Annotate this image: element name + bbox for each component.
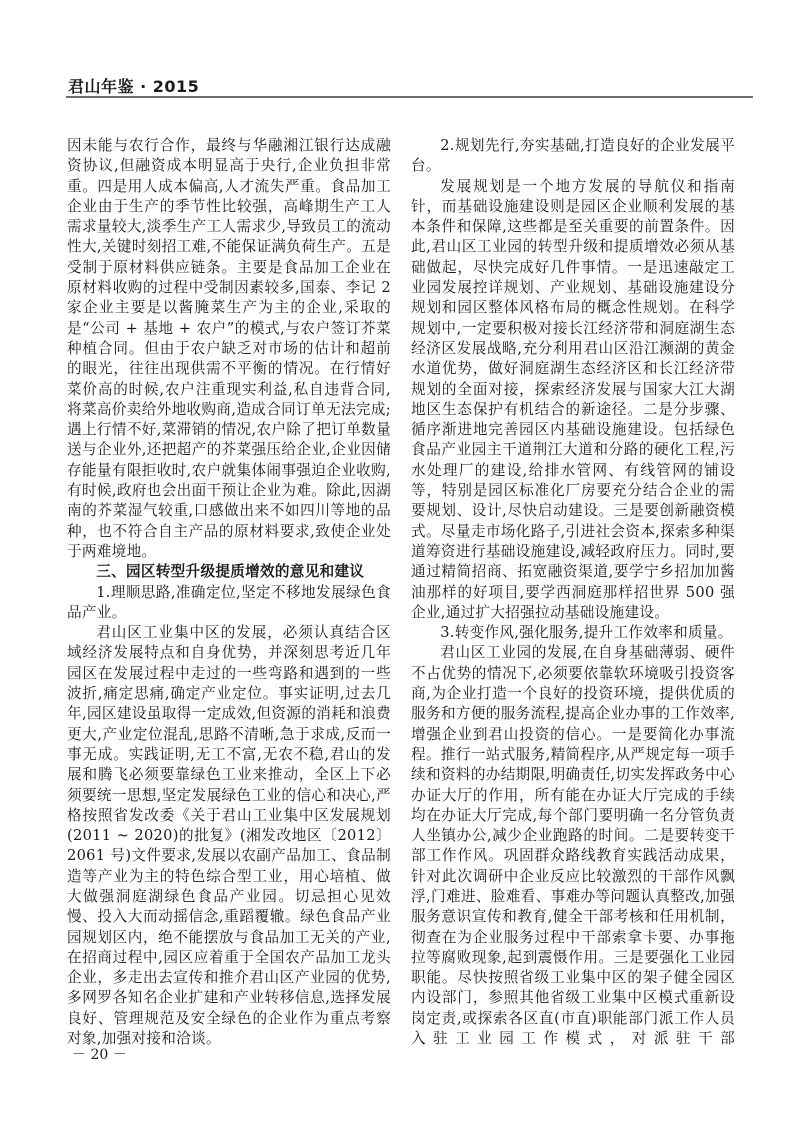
right-column [411,136,735,1049]
header-rule [66,96,753,98]
section-heading: 三、园区转型升级提质增效的意见和建议 [96,563,365,581]
page-number: － 20 － [72,1047,127,1063]
subheading: 2.规划先行,夯实基础,打造良好的企业发展平台。 [411,137,735,175]
subheading: 1.理顺思路,准确定位,坚定不移地发展绿色食品产业。 [67,583,391,621]
paragraph: 因未能与农行合作，最终与华融湘江银行达成融资协议,但融资成本明显高于央行,企业负担非常重。四是用人成本偏高,人才流失严重。食品加工企业由于生产的季节性比较强，高峰期生产工人需求量较大,淡季生产工人需求少,导致员工的流动性大,关键时刻招工难,不能保证满负荷生产。五是受制于原材料供应链条。主要是食品加工企业在原材料收购的过程中受制因素较多,国泰、李记 2 家企业主要是以酱腌菜生产为主的企业,采取的是“公司 + 基地 + 农户”的模式,与农户签订芥菜种植合同。但由于农户缺乏对市场的估计和超前的眼光，往往出现供需不平衡的情况。在行情好菜价高的时候,农户注重现实利益,私自违背合同,将菜高价卖给外地收购商,造成合同订单无法完成;遇上行情不好,菜滞销的情况,农户除了把订单数量送与企业外,还把超产的芥菜强压给企业,企业因储存能量有限拒收时,农户就集体闹事强迫企业收购,有时候,政府也会出面干预让企业为难。除此,因湖南的芥菜湿气较重,口感做出来不如四川等地的品种，也不符合自主产品的原材料要求,致使企业处于两难境地。 [67,137,391,560]
left-column [67,136,391,1049]
paragraph: 君山区工业园的发展,在自身基础薄弱、硬件不占优势的情况下,必须要依靠软环境吸引投资客商,为企业打造一个良好的投资环境，提供优质的服务和方便的服务流程,提高企业办事的工作效率,增强企业到君山投资的信心。一是要简化办事流程。推行一站式服务,精简程序,从严规定每一项手续和资料的办结期限,明确责任,切实发挥政务中心办证大厅的作用，所有能在办证大厅完成的手续均在办证大厅完成,每个部门要明确一名分管负责人坐镇办公,减少企业跑路的时间。二是要转变干部工作作风。巩固群众路线教育实践活动成果，针对此次调研中企业反应比较激烈的干部作风飘浮,门难进、脸难看、事难办等问题认真整改,加强服务意识宣传和教育,健全干部考核和任用机制，彻查在为企业服务过程中干部索拿卡要、办事拖拉等腐败现象,起到震慑作用。三是要强化工业园职能。尽快按照省级工业集中区的架子健全园区内设部门，参照其他省级工业集中区模式重新设岗定责,或探索各区直(市直)职能部门派工作人员入驻工业园工作模式，对派驻干部 [411,644,735,1048]
paragraph: 君山区工业集中区的发展，必须认真结合区域经济发展特点和自身优势，并深刻思考近几年园区在发展过程中走过的一些弯路和遇到的一些波折,痛定思痛,确定产业定位。事实证明,过去几年,园区建设虽取得一定成效,但资源的消耗和浪费更大,产业定位混乱,思路不清晰,急于求成,反而一事无成。实践证明,无工不富,无农不稳,君山的发展和腾飞必须要靠绿色工业来推动，全区上下必须要统一思想,坚定发展绿色工业的信心和决心,严格按照省发改委《关于君山工业集中区发展规划(2011 ~ 2020)的批复》(湘发改地区〔2012〕2061 号)文件要求,发展以农副产品加工、食品制造等产业为主的特色综合型工业，用心培植、做大做强洞庭湖绿色食品产业园。切忌担心见效慢、投入大而动摇信念,重蹈覆辙。绿色食品产业园规划区内，绝不能摆放与食品加工无关的产业,在招商过程中,园区应着重于全国农产品加工龙头企业，多走出去宣传和推介君山区产业园的优势,多网罗各知名企业扩建和产业转移信息,选择发展良好、管理规范及安全绿色的企业作为重点考察对象,加强对接和洽谈。 [67,624,391,1048]
subheading: 3.转变作风,强化服务,提升工作效率和质量。 [440,624,733,642]
paragraph: 发展规划是一个地方发展的导航仪和指南针，而基础设施建设则是园区企业顺利发展的基本条件和保障,这些都是至关重要的前置条件。因此,君山区工业园的转型升级和提质增效必须从基础做起，尽快完成好几件事情。一是迅速敲定工业园发展控详规划、产业规划、基础设施建设分规划和园区整体风格布局的概念性规划。在科学规划中,一定要积极对接长江经济带和洞庭湖生态经济区发展战略,充分利用君山区沿江濒湖的黄金水道优势，做好洞庭湖生态经济区和长江经济带规划的全面对接，探索经济发展与国家大江大湖地区生态保护有机结合的新途径。二是分步骤、循序渐进地完善园区内基础设施建设。包括绿色食品产业园主干道荆江大道和分路的硬化工程,污水处理厂的建设,给排水管网、有线管网的铺设等，特别是园区标准化厂房要充分结合企业的需要规划、设计,尽快启动建设。三是要创新融资模式。尽量走市场化路子,引进社会资本,探索多种渠道筹资进行基础设施建设,减轻政府压力。同时,要通过精简招商、拓宽融资渠道,要学宁乡招加加酱油那样的好项目,要学西洞庭那样招世界 500 强企业,通过扩大招强拉动基础设施建设。 [411,177,735,621]
running-header: 君山年鉴 · 2015 [68,77,200,96]
